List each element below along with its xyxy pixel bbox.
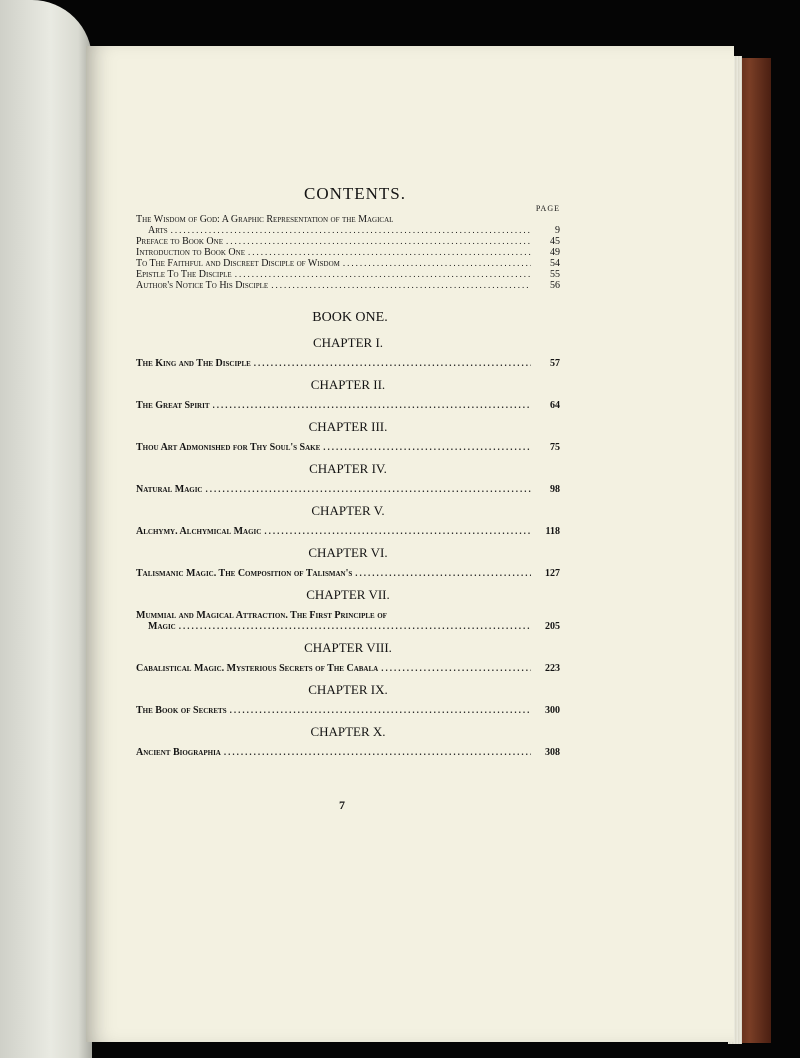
chapter-heading: CHAPTER VIII. [304, 640, 392, 655]
toc-entry [136, 236, 560, 247]
chapter-heading: CHAPTER IV. [309, 461, 387, 476]
table-of-contents [136, 184, 560, 758]
entry-page: 55 [550, 269, 560, 280]
chapter-page: 98 [550, 484, 560, 495]
entry-page: 56 [550, 280, 560, 291]
chapter-entry [136, 610, 560, 632]
leader-dots [179, 621, 531, 632]
chapter-title: Mummial and Magical Attraction. The First Principle of [136, 610, 387, 621]
chapter-entry [136, 442, 560, 453]
chapter-heading: CHAPTER III. [308, 419, 388, 434]
leader-dots [224, 747, 531, 758]
chapter-title: The Great Spirit [136, 400, 210, 411]
leader-dots [254, 358, 531, 369]
page-number: 7 [339, 798, 345, 812]
leader-dots [171, 225, 531, 236]
chapter-entry [136, 484, 560, 495]
chapter-title: Cabalistical Magic. Mysterious Secrets of The Cabala [136, 663, 379, 674]
leader-dots [205, 484, 531, 495]
chapter-title-cont: Magic [148, 621, 176, 632]
entry-page: 9 [555, 225, 560, 236]
leader-dots [323, 442, 531, 453]
chapter-page: 118 [545, 526, 560, 537]
chapter-title: Alchymy. Alchymical Magic [136, 526, 262, 537]
chapter-title: The Book of Secrets [136, 705, 227, 716]
facing-page [0, 0, 92, 1058]
leader-dots [230, 705, 531, 716]
leader-dots [381, 663, 531, 674]
chapter-heading: CHAPTER IX. [308, 682, 388, 697]
chapter-title: Thou Art Admonished for Thy Soul's Sake [136, 442, 321, 453]
chapter-page: 64 [550, 400, 560, 411]
leader-dots [343, 258, 531, 269]
leader-dots [248, 247, 531, 258]
chapter-entry [136, 568, 560, 579]
chapter-heading: CHAPTER II. [310, 377, 386, 392]
leader-dots [226, 236, 531, 247]
leader-dots [355, 568, 531, 579]
chapter-heading: CHAPTER VI. [308, 545, 388, 560]
chapter-page: 308 [545, 747, 560, 758]
chapter-title: Natural Magic [136, 484, 203, 495]
chapter-page: 75 [550, 442, 560, 453]
chapter-page: 127 [545, 568, 560, 579]
chapter-heading: CHAPTER X. [310, 724, 386, 739]
leader-dots [264, 526, 531, 537]
toc-entry [136, 214, 560, 236]
leader-dots [213, 400, 531, 411]
chapter-entry [136, 358, 560, 369]
chapter-title: The King and The Disciple [136, 358, 251, 369]
entry-title: The Wisdom of God: A Graphic Representation of the Magical [136, 214, 394, 225]
chapter-heading: CHAPTER VII. [306, 587, 390, 602]
chapter-title: Talismanic Magic. The Composition of Talisman's [136, 568, 353, 579]
leader-dots [271, 280, 531, 291]
chapter-page: 57 [550, 358, 560, 369]
toc-entry [136, 269, 560, 280]
chapter-title: Ancient Biographia [136, 747, 221, 758]
chapter-page: 300 [545, 705, 560, 716]
entry-title: Preface to Book One [136, 236, 223, 247]
chapter-entry [136, 705, 560, 716]
entry-title-cont: Arts [148, 225, 168, 236]
chapter-entry [136, 663, 560, 674]
book-heading: BOOK ONE. [312, 310, 388, 325]
toc-entry [136, 258, 560, 269]
chapter-entry [136, 400, 560, 411]
contents-title: CONTENTS. [303, 184, 407, 203]
leader-dots [235, 269, 531, 280]
chapter-page: 223 [545, 663, 560, 674]
toc-entry [136, 247, 560, 258]
entry-title: Author's Notice To His Disciple [136, 280, 269, 291]
entry-page: 54 [550, 258, 560, 269]
chapter-entry [136, 526, 560, 537]
page-column-label: PAGE [535, 204, 560, 213]
chapter-heading: CHAPTER I. [312, 335, 384, 350]
toc-entry [136, 280, 560, 291]
chapter-entry [136, 747, 560, 758]
entry-page: 45 [550, 236, 560, 247]
chapter-heading: CHAPTER V. [311, 503, 385, 518]
entry-page: 49 [550, 247, 560, 258]
chapter-page: 205 [545, 621, 560, 632]
entry-title: To The Faithful and Discreet Disciple of Wisdom [136, 258, 340, 269]
entry-title: Introduction to Book One [136, 247, 245, 258]
entry-title: Epistle To The Disciple [136, 269, 232, 280]
